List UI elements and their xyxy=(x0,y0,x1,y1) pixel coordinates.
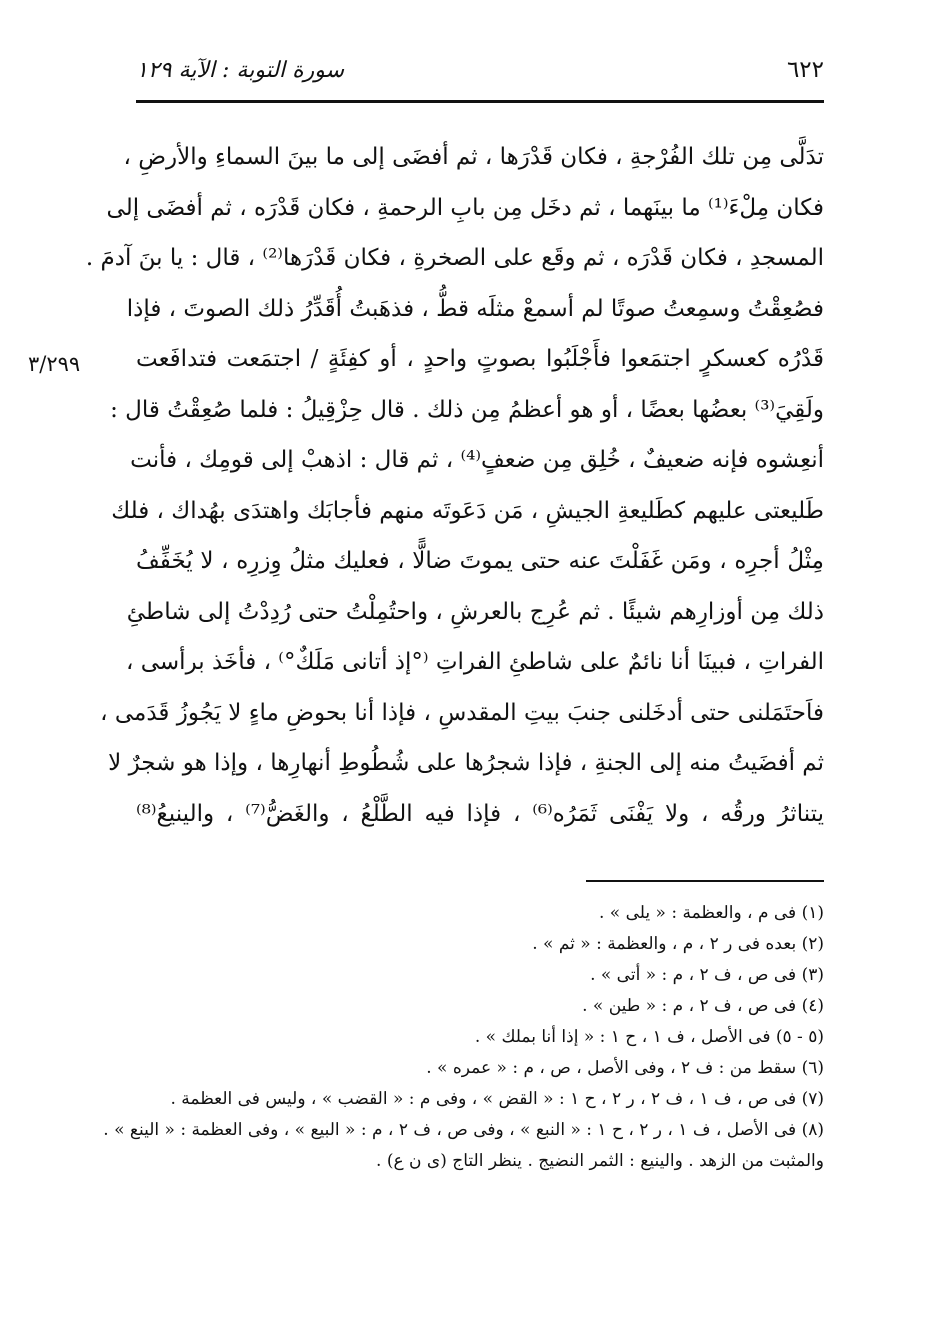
margin-reference: ٣/٢٩٩ xyxy=(28,352,81,376)
text-line: فكان مِلْءَ⁽¹⁾ ما بينَهما ، ثم دخَل مِن بابِ الرحمةِ ، فكان قَدْرَه ، ثم أفضَى إلى xyxy=(106,194,824,221)
main-text xyxy=(85,132,825,839)
text-line: ولَقِيَ⁽³⁾ بعضُها بعضًا ، أو هو أعظمُ مِن ذلك . قال حِزْقِيلُ : فلما صُعِقْتُ قال : xyxy=(110,396,824,423)
text-line: فصُعِقْتُ وسمِعتُ صوتًا لم أسمعْ مثلَه قطُّ ، فذهَبتُ أُقَدِّرُ ذلك الصوتَ ، فإذا xyxy=(126,295,824,322)
footnote: (٢) بعده فى ر ٢ ، م ، والعظمة : « ثم » . xyxy=(532,934,824,954)
text-line: يتناثرُ ورقُه ، ولا يَفْنَى ثَمَرُه⁽⁶⁾ ، فإذا فيه الطَّلْعُ ، والغَضُّ⁽⁷⁾ ، والينيعُ⁽⁸⁾ xyxy=(136,800,825,827)
text-line: المسجدِ ، فكان قَدْرَه ، ثم وقَع على الصخرةِ ، فكان قَدْرَها⁽²⁾ ، قال : يا بنَ آدمَ . xyxy=(85,245,824,271)
footnote: (٦) سقط من : ف ٢ ، وفى الأصل ، ص ، م : « عمره » . xyxy=(426,1058,824,1078)
text-line: الفراتِ ، فبينَا أنا نائمٌ على شاطئِ الفراتِ ⁽°إذ أتانى مَلَكٌ°⁾ ، فأخَذ برأسى ، xyxy=(126,649,824,675)
footnote: (٥ - ٥) فى الأصل ، ف ١ ، ح ١ : « إذا أنا بملك » . xyxy=(474,1027,824,1047)
text-line: أنعِشوه فإنه ضعيفٌ ، خُلِق مِن ضعفٍ⁽⁴⁾ ، ثم قال : اذهبْ إلى قومِك ، فأنت xyxy=(130,447,824,473)
text-line: تدَلَّى مِن تلك الفُرْجةِ ، فكان قَدْرَها ، ثم أفضَى إلى ما بينَ السماءِ والأرضِ ، xyxy=(123,144,824,170)
running-header xyxy=(136,50,824,90)
footnote: (٨) فى الأصل ، ف ١ ، ر ٢ ، ح ١ : « النبع » ، وفى ص ، ف ٢ ، م : « البيع » ، وفى العظمة : « الينع » . xyxy=(103,1120,824,1140)
footnotes xyxy=(103,898,824,1177)
footnote: (٧) فى ص ، ف ١ ، ف ٢ ، ر ٢ ، ح ١ : « القض » ، وفى م : « القضب » ، وليس فى العظمة . xyxy=(170,1089,824,1109)
running-title: سورة التوبة : الآية ١٢٩ xyxy=(136,57,345,83)
footnote: (١) فى م ، والعظمة : « يلى » . xyxy=(598,903,824,923)
text-line: قَدْرُه كعسكرٍ اجتمَعوا فأَجْلَبُوا بصوتٍ واحدٍ ، أو كفِئَةٍ / اجتمَعت فتدافَعت xyxy=(136,346,824,372)
page-number: ٦٢٢ xyxy=(786,57,824,83)
header-rule xyxy=(136,100,824,103)
text-line: ذلك مِن أوزارِهم شيئًا . ثم عُرِج بالعرشِ ، واحتُمِلْتُ حتى رُدِدْتُ إلى شاطئِ xyxy=(126,598,824,625)
footnote: (٤) فى ص ، ف ٢ ، م : « طين » . xyxy=(582,996,824,1016)
text-line: مِثْلُ أجرِه ، ومَن غَفَلْتَ عنه حتى يموتَ ضالًّا ، فعليك مثلُ وِزرِه ، لا يُخَفِّفُ xyxy=(136,548,824,574)
footnote: (٣) فى ص ، ف ٢ ، م : « أتى » . xyxy=(590,965,824,985)
text-line: طَليعتى عليهم كطَليعةِ الجيشِ ، مَن دَعَوتَه منهم فأجابَك واهتدَى بهُداك ، فلك xyxy=(111,497,824,524)
text-line: فاَحتَمَلنى حتى أدخَلنى جنبَ بيتِ المقدسِ ، فإذا أنا بحوضِ ماءٍ لا يَجُوزُ قَدَمى ، xyxy=(100,699,824,726)
text-line: ثم أفضَيتُ منه إلى الجنةِ ، فإذا شجرُها على شُطُوطِ أنهارِها ، وإذا هو شجرٌ لا xyxy=(108,750,824,776)
footnote: والمثبت من الزهد . والينيع : الثمر النضيج . ينظر التاج (ى ن ع) . xyxy=(376,1151,824,1171)
footnote-rule xyxy=(586,880,824,882)
